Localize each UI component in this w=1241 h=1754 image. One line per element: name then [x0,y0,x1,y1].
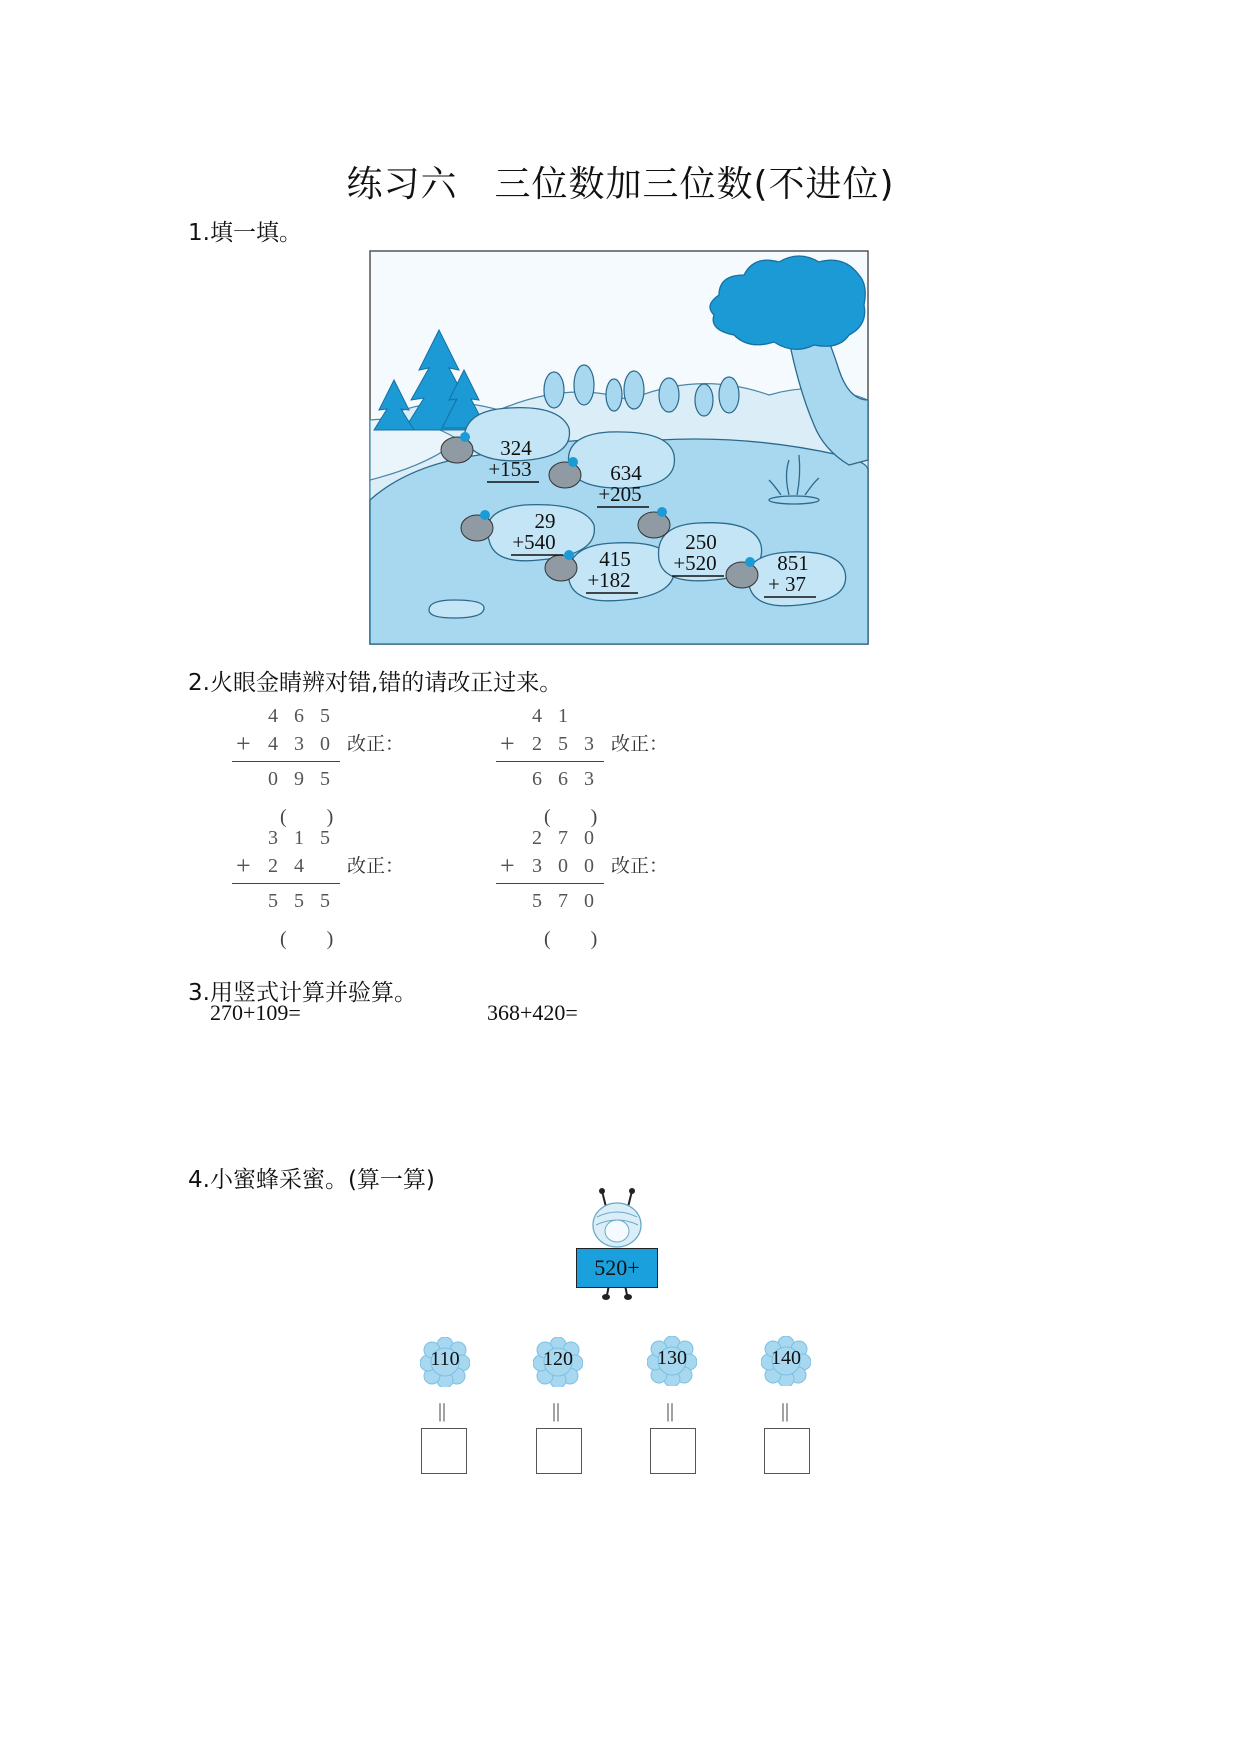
q3-heading: 3.用竖式计算并验算。 [188,980,417,1006]
equals-sign: || [438,1400,447,1422]
equals-sign: || [781,1400,790,1422]
plus-sign: + [500,729,515,758]
digit: 2 [532,827,542,849]
digit: 6 [294,705,304,727]
digit: 3 [584,768,594,790]
stone-6-top: 851 [777,551,809,575]
stone-2-top: 634 [610,461,642,485]
digit: 7 [558,827,568,849]
plus-sign: + [236,729,251,758]
fix-label: 改正： [347,855,405,877]
expression-1: 270+109= [210,1000,301,1025]
stone-2-bottom: +205 [598,482,642,506]
sum-line [496,761,604,762]
equals-sign: || [552,1400,561,1422]
digit: 2 [532,733,542,755]
plus-sign: + [500,851,515,880]
judge-paren[interactable]: ( ) [544,928,598,950]
stone-1-top: 324 [500,436,532,460]
flower-label: 140 [771,1347,801,1369]
digit: 5 [320,705,330,727]
stone-5-top: 250 [685,530,717,554]
judge-paren[interactable]: ( ) [544,806,598,828]
stone-4-top: 415 [599,547,631,571]
digit: 1 [558,705,568,727]
digit: 0 [268,768,278,790]
digit: 7 [558,890,568,912]
digit: 5 [558,733,568,755]
q4-heading: 4.小蜜蜂采蜜。(算一算) [188,1167,435,1193]
page-title: 练习六 三位数加三位数(不进位) [346,164,895,205]
digit: 4 [294,855,304,877]
stone-5-bottom: +520 [673,551,717,575]
answer-box-1[interactable] [421,1428,467,1474]
flower-label: 130 [657,1347,687,1369]
plus-sign: + [236,851,251,880]
digit: 4 [532,705,542,727]
digit: 5 [532,890,542,912]
sum-line [496,883,604,884]
answer-box-3[interactable] [650,1428,696,1474]
digit: 1 [294,827,304,849]
flower-label: 110 [430,1348,460,1370]
digit: 5 [268,890,278,912]
digit: 0 [584,890,594,912]
q1-pond-picture [369,250,869,645]
bee-figure [572,1185,662,1303]
digit: 0 [320,733,330,755]
digit: 5 [320,890,330,912]
flower-label: 120 [543,1348,573,1370]
judge-paren[interactable]: ( ) [280,928,334,950]
digit: 4 [268,705,278,727]
digit: 2 [268,855,278,877]
fix-label: 改正： [611,733,669,755]
digit: 3 [532,855,542,877]
expression-2: 368+420= [487,1000,578,1025]
judge-paren[interactable]: ( ) [280,806,334,828]
digit: 0 [558,855,568,877]
sum-line [232,761,340,762]
digit: 4 [268,733,278,755]
digit: 3 [584,733,594,755]
digit: 0 [584,855,594,877]
digit: 3 [268,827,278,849]
stone-3-top: 29 [534,509,556,533]
stone-6-bottom: + 37 [767,572,807,596]
bee-sign: 520+ [576,1248,658,1288]
digit: 5 [320,827,330,849]
q1-heading: 1.填一填。 [188,220,302,246]
digit: 9 [294,768,304,790]
q2-heading: 2.火眼金睛辨对错,错的请改正过来。 [188,670,563,696]
fix-label: 改正： [347,733,405,755]
stone-1-bottom: +153 [488,457,532,481]
fix-label: 改正： [611,855,669,877]
equals-sign: || [666,1400,675,1422]
digit: 5 [320,768,330,790]
stone-4-bottom: +182 [587,568,631,592]
digit: 5 [294,890,304,912]
sum-line [232,883,340,884]
stone-3-bottom: +540 [512,530,556,554]
answer-box-2[interactable] [536,1428,582,1474]
digit: 6 [558,768,568,790]
digit: 0 [584,827,594,849]
digit: 3 [294,733,304,755]
digit: 6 [532,768,542,790]
answer-box-4[interactable] [764,1428,810,1474]
